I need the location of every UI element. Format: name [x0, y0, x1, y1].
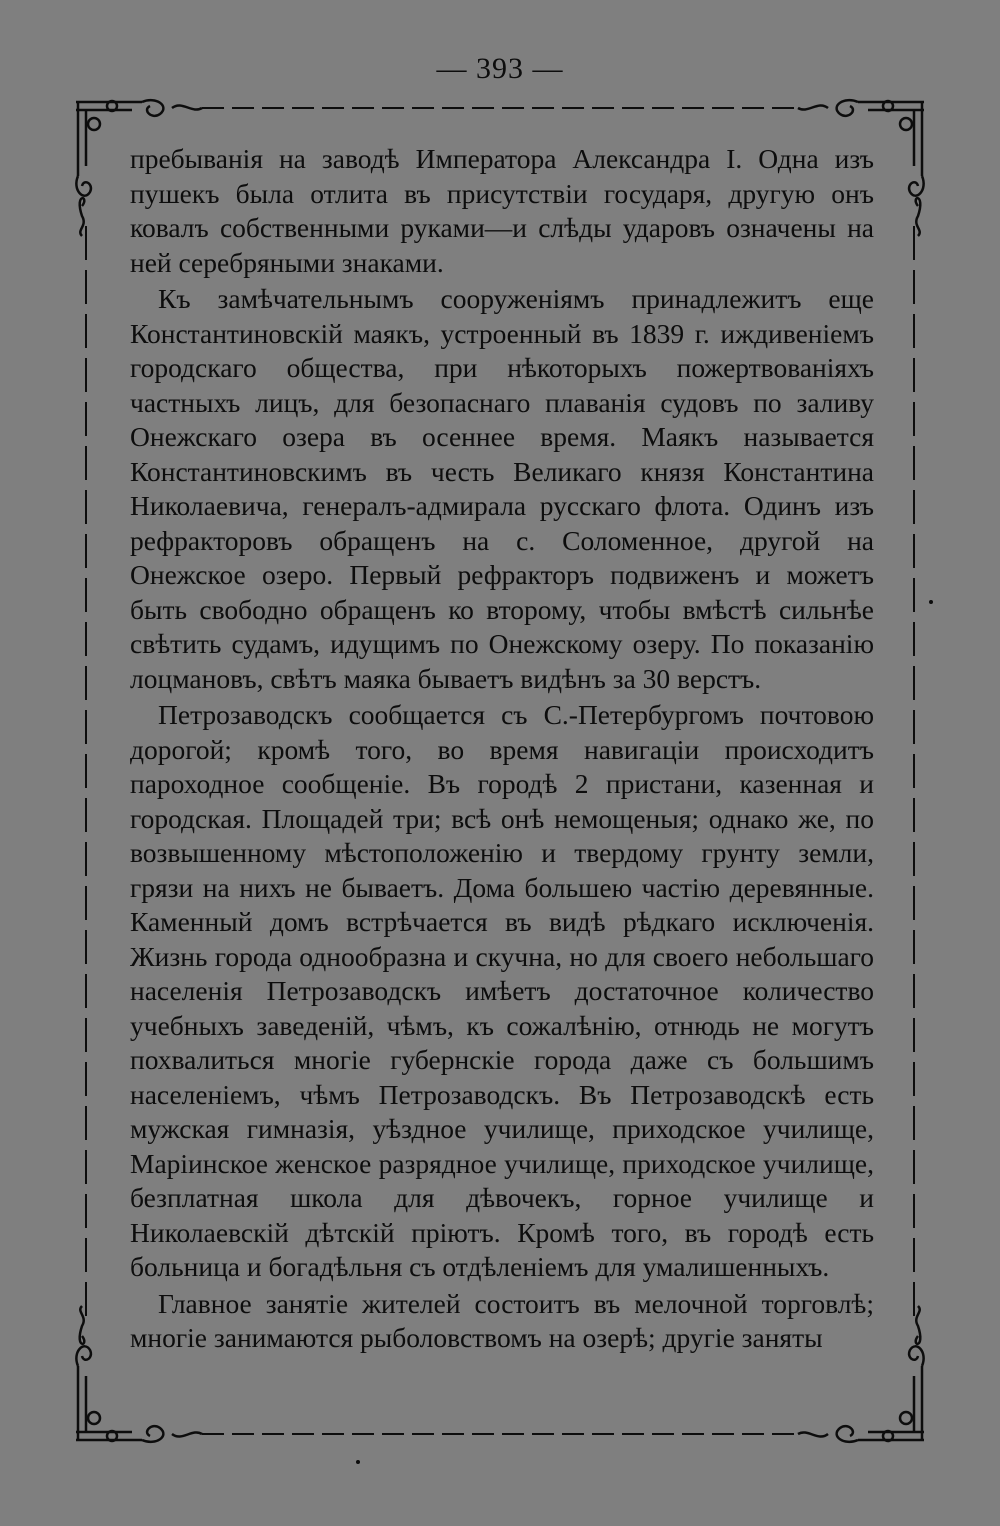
- paragraph: Къ замѣчательнымъ сооруженіямъ принадлежитъ еще Константиновскій маякъ, устроенный въ 1839 г. иждивеніемъ городскаго общества, при нѣкоторыхъ пожертвованіяхъ частныхъ лицъ, для безопаснаго плаванія судовъ по заливу Онежскаго озера въ осеннее время. Маякъ называется Константиновскимъ въ честь Великаго князя Константина Николаевича, генералъ-адмирала русскаго флота. Одинъ изъ рефракторовъ обращенъ на с. Соломенное, другой на Онежское озеро. Первый рефракторъ подвиженъ и можетъ быть свободно обращенъ ко второму, чтобы вмѣстѣ сильнѣе свѣтить судамъ, идущимъ по Онежскому озеру. По показанію лоцмановъ, свѣтъ маяка бываетъ видѣнъ за 30 верстъ.: [130, 283, 874, 694]
- paragraph: Петрозаводскъ сообщается съ С.-Петербургомъ почтовою дорогой; кромѣ того, во время навигаціи происходитъ пароходное сообщеніе. Въ городѣ 2 пристани, казенная и городская. Площадей три; всѣ онѣ немощеныя; однако же, по возвышенному мѣстоположенію и твердому грунту земли, грязи на нихъ не бываетъ. Дома большею частію деревянные. Каменный домъ встрѣчается въ видѣ рѣдкаго исключенія. Жизнь города однообразна и скучна, но для своего небольшаго населенія Петрозаводскъ имѣетъ достаточное количество учебныхъ заведеній, чѣмъ, къ сожалѣнію, отнюдь не могутъ похвалиться многіе губернскіе города даже съ большимъ населеніемъ, чѣмъ Петрозаводскъ. Въ Петрозаводскѣ есть мужская гимназія, уѣздное училище, приходское училище, Маріинское женское разрядное училище, приходское училище, безплатная школа для дѣвочекъ, горное училище и Николаевскій дѣтскій пріютъ. Кромѣ того, въ городѣ есть больница и богадѣльня съ отдѣленіемъ для умалишенныхъ.: [130, 699, 874, 1282]
- paragraph: пребыванія на заводѣ Императора Александра I. Одна изъ пушекъ была отлита въ присутствіи государя, другую онъ ковалъ собственными руками—и слѣды ударовъ означены на ней серебряными знаками.: [130, 143, 874, 278]
- page-number: — 393 —: [436, 52, 564, 85]
- paragraph: Главное занятіе жителей состоитъ въ мелочной торговлѣ; многіе занимаются рыболовствомъ на озерѣ; другіе заняты: [130, 1287, 874, 1353]
- ink-speck: [929, 600, 933, 604]
- ink-speck: [356, 1460, 360, 1464]
- body-text: [130, 142, 874, 1356]
